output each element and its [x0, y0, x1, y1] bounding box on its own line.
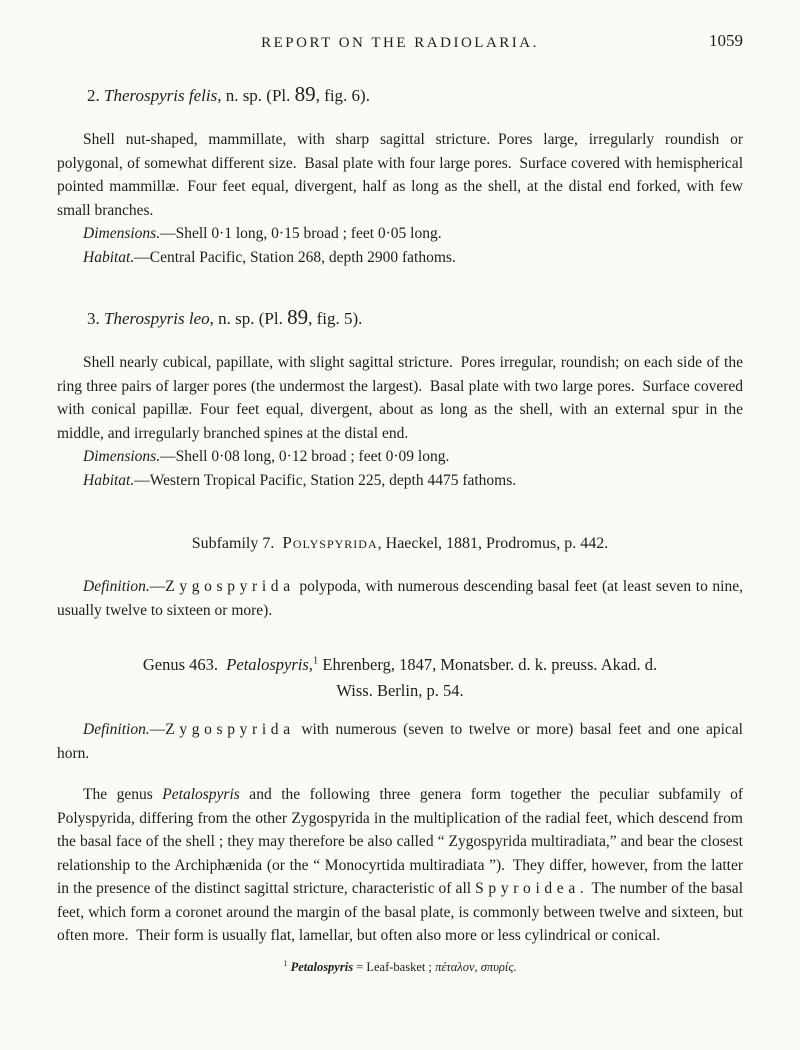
habitat-line: [57, 246, 743, 270]
subfamily-definition: [57, 575, 743, 622]
spaced-term-spyroidea: Spyroidea: [475, 880, 580, 897]
species-entry-leo: [57, 305, 743, 492]
species-description: Shell nut-shaped, mammillate, with sharp sagittal stricture. Pores large, irregularly roundish or polygonal, of somewhat different size. Basal plate with four large pores. Surface covered with hemispherical pointed mammillæ. Four feet equal, divergent, half as long as the shell, at the distal end forked, with few small branches.: [57, 131, 743, 219]
definition-dash: —: [149, 721, 166, 738]
footnote: [57, 958, 743, 976]
species-number: 2.: [87, 86, 100, 105]
genus-heading: [57, 652, 743, 704]
habitat-text: —Western Tropical Pacific, Station 225, depth 4475 fathoms.: [134, 471, 517, 489]
habitat-label: Habitat.: [83, 248, 135, 266]
footnote-greek: πέταλον, σπυρίς.: [435, 959, 517, 974]
subfamily-name: Polyspyrida: [282, 533, 378, 552]
dimensions-line: [57, 445, 743, 469]
genus-name-inline: Petalospyris: [162, 786, 240, 803]
species-heading-mid: , n. sp. (Pl.: [217, 86, 295, 105]
discussion-text: and the following three genera form together the peculiar subfamily of Polyspyrida, differing from the other Zygospyrida in the multiplication of the radial feet, which descend from the basal face of the shell ; they may therefore be also called “ Zygospyrida multiradiata,” and bear the closest relationship to the Archiphænida (or the “ Monocyrtida multiradiata ”). They differ, however, from the latter in the presence of the distinct sagittal stricture, characteristic of all: [57, 786, 743, 897]
definition-text: polypoda, with numerous descending basal feet (at least seven to nine, usually twelve to sixteen or more).: [57, 578, 743, 619]
page-number: 1059: [709, 31, 743, 50]
species-heading-mid: , n. sp. (Pl.: [209, 309, 288, 328]
species-heading-tail: , fig. 6).: [315, 86, 370, 105]
page-header: [57, 31, 743, 52]
definition-dash: —: [149, 578, 166, 595]
footnote-term: Petalospyris: [287, 959, 354, 974]
plate-number: 89: [294, 82, 316, 106]
habitat-line: [57, 469, 743, 493]
genus-heading-line2: Wiss. Berlin, p. 54.: [336, 681, 464, 700]
species-heading: [57, 82, 743, 108]
genus-comma: ,: [308, 655, 313, 674]
species-name: Therospyris leo: [104, 309, 210, 328]
subfamily-heading-tail: , Haeckel, 1881, Prodromus, p. 442.: [377, 535, 609, 552]
dimensions-line: [57, 222, 743, 246]
definition-label: Definition.: [83, 721, 150, 738]
habitat-label: Habitat.: [83, 471, 135, 489]
plate-number: 89: [287, 305, 309, 329]
footnote-text: = Leaf-basket ;: [353, 959, 436, 974]
discussion-text: . The number of the basal feet, which form a coronet around the margin of the basal plate, is commonly between twelve and sixteen, but often more. Their form is usually flat, lamellar, but often also more or less cylindrical or conical.: [57, 880, 743, 944]
dimensions-label: Dimensions.: [83, 225, 161, 242]
dimensions-label: Dimensions.: [83, 448, 161, 465]
definition-spaced-term: Zygospyrida: [165, 721, 295, 738]
running-title: REPORT ON THE RADIOLARIA.: [261, 35, 539, 51]
genus-lead: Genus 463.: [142, 655, 227, 674]
footnote-reference: 1: [312, 654, 319, 667]
subfamily-section: [57, 530, 743, 622]
discussion-text: The genus: [83, 786, 163, 803]
genus-heading-line1: [57, 652, 743, 678]
species-entry-felis: [57, 82, 743, 269]
genus-discussion: [57, 783, 743, 948]
genus-heading-tail: Ehrenberg, 1847, Monatsber. d. k. preuss. Akad. d.: [318, 655, 658, 674]
genus-definition: [57, 718, 743, 765]
subfamily-lead: Subfamily 7.: [191, 535, 283, 552]
species-heading-tail: , fig. 5).: [308, 309, 363, 328]
species-description: Shell nearly cubical, papillate, with slight sagittal stricture. Pores irregular, roundish; on each side of the ring three pairs of larger pores (the undermost the largest). Basal plate with two large pores. Surface covered with conical papillæ. Four feet equal, divergent, about as long as the shell, with an external spur in the middle, and irregularly branched spines at the distal end.: [57, 354, 743, 442]
definition-text: with numerous (seven to twelve or more) basal feet and one apical horn.: [57, 721, 743, 762]
species-heading: [57, 305, 743, 331]
species-name: Therospyris felis: [104, 86, 218, 105]
definition-label: Definition.: [83, 578, 150, 595]
habitat-text: —Central Pacific, Station 268, depth 2900 fathoms.: [134, 248, 456, 266]
definition-spaced-term: Zygospyrida: [165, 578, 295, 595]
footnote-number: 1: [283, 958, 288, 968]
species-number: 3.: [87, 309, 100, 328]
dimensions-text: —Shell 0·08 long, 0·12 broad ; feet 0·09 long.: [160, 448, 450, 465]
genus-section: [57, 652, 743, 948]
genus-name: Petalospyris: [226, 655, 309, 674]
subfamily-heading: [57, 530, 743, 557]
dimensions-text: —Shell 0·1 long, 0·15 broad ; feet 0·05 long.: [160, 225, 442, 242]
